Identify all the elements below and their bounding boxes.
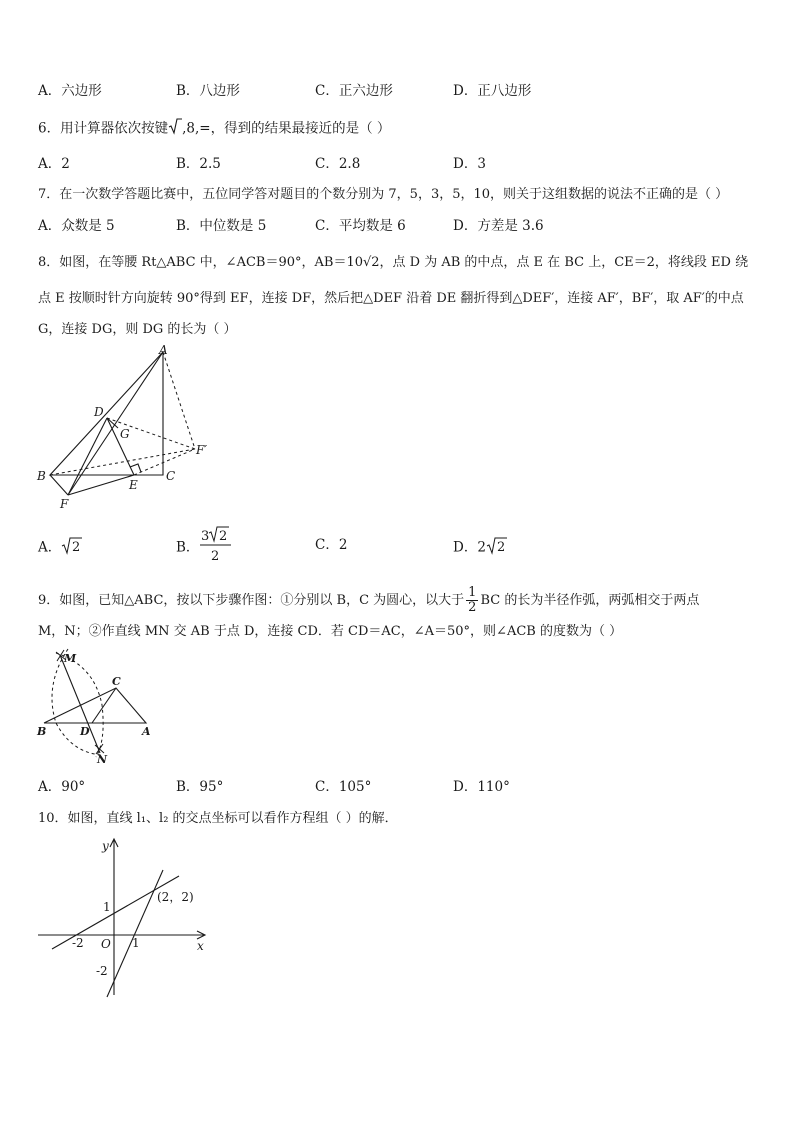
q6-text-before: 6．用计算器依次按键 (38, 120, 169, 137)
q10-label-y: y (102, 839, 109, 853)
q9-option-b[interactable]: B．95° (176, 779, 224, 795)
q9-label-a: A (142, 725, 151, 738)
svg-text:3: 3 (201, 529, 210, 544)
q6-option-c[interactable]: C．2.8 (315, 156, 361, 172)
q6-option-a[interactable]: A．2 (38, 156, 70, 172)
q9-fraction (466, 586, 478, 615)
q10-label-one-x: 1 (132, 936, 140, 950)
q6-option-b[interactable]: B．2.5 (176, 156, 221, 172)
q8-label-e: E (129, 478, 138, 492)
q8-segment-EFp (134, 449, 195, 475)
q8-label-b: B (37, 469, 46, 483)
q6-stem (38, 117, 390, 141)
q6-keys: ,8,= (182, 120, 211, 137)
q8-stem-line3: G，连接 DG，则 DG 的长为（ ） (38, 322, 237, 337)
q8-label-a: A (159, 343, 168, 357)
svg-text:2: 2 (219, 529, 228, 544)
q9-label-m: M (64, 652, 77, 665)
q5-option-a[interactable]: A．六边形 (38, 83, 102, 99)
q9-text-after: BC 的长为半径作弧，两弧相交于两点 (480, 593, 700, 608)
q7-option-d[interactable]: D．方差是 3.6 (453, 218, 544, 234)
q9-stem-line2: M，N；②作直线 MN 交 AB 于点 D，连接 CD．若 CD＝AC，∠A＝50°，则∠ACB 的度数为（ ） (38, 624, 623, 639)
q8-label-d: D (94, 405, 104, 419)
svg-text:2: 2 (72, 540, 81, 555)
svg-text:2: 2 (496, 540, 506, 555)
q8-segment-BF (50, 475, 68, 495)
q5-option-b[interactable]: B．八边形 (176, 83, 240, 99)
q9-label-n: N (97, 753, 108, 765)
q9-option-c[interactable]: C．105° (315, 779, 372, 795)
q7-option-b[interactable]: B．中位数是 5 (176, 218, 267, 234)
q8-segment-AFp (163, 352, 195, 449)
q8-option-c[interactable]: C．2 (315, 537, 348, 553)
q9-text-before: 9．如图，已知△ABC，按以下步骤作图：①分别以 B，C 为圆心，以大于 (38, 593, 465, 608)
q9-options (38, 777, 638, 797)
q8-option-d[interactable]: D．2 2 (453, 539, 506, 556)
q10-label-point: (2，2) (157, 890, 194, 904)
svg-text:2: 2 (211, 549, 220, 564)
q6-text-after: ，得到的结果最接近的是（ ） (210, 120, 391, 137)
q6-options (38, 154, 638, 174)
q5-options (38, 81, 638, 101)
q8-option-a[interactable]: A． 2 (38, 539, 81, 556)
q5-option-d[interactable]: D．正八边形 (453, 83, 532, 99)
q8-figure (30, 340, 220, 515)
q8-segment-ABC (50, 352, 163, 475)
q8-segment-DF (68, 418, 107, 495)
q9-option-d[interactable]: D．110° (453, 779, 510, 795)
q6-option-d[interactable]: D．3 (453, 156, 486, 172)
q9-fraction-den: 2 (468, 600, 477, 615)
q9-fraction-num: 1 (468, 585, 477, 600)
q8-segment-AF (68, 352, 163, 495)
q8-stem-line1: 8．如图，在等腰 Rt△ABC 中，∠ACB＝90°，AB＝10√2，点 D 为 AB 的中点，点 E 在 BC 上，CE＝2，将线段 ED 绕 (38, 255, 749, 270)
q7-option-a[interactable]: A．众数是 5 (38, 218, 115, 234)
q9-label-d: D (80, 725, 90, 738)
q9-line-MN (60, 655, 100, 753)
q7-options (38, 216, 638, 236)
q7-option-c[interactable]: C．平均数是 6 (315, 218, 406, 234)
q9-stem-line1 (38, 585, 700, 615)
q5-option-c[interactable]: C．正六边形 (315, 83, 393, 99)
q8-option-b[interactable]: B． 3 2 2 (176, 529, 228, 564)
q9-label-c: C (112, 675, 121, 688)
q8-label-f: F (60, 497, 69, 511)
q10-figure (34, 835, 219, 1000)
q9-option-a[interactable]: A．90° (38, 779, 86, 795)
q10-line-l2 (107, 870, 163, 997)
q10-label-neg2-y: -2 (96, 964, 108, 978)
q9-figure (34, 645, 164, 765)
q7-stem: 7．在一次数学答题比赛中，五位同学答对题目的个数分别为 7，5，3，5，10，则关于这组数据的说法不正确的是（ ） (38, 187, 729, 202)
q9-arc-from-b (56, 653, 103, 757)
q8-segment-EF (68, 475, 134, 495)
q10-label-neg2-x: -2 (72, 936, 84, 950)
q9-label-b: B (37, 725, 47, 738)
sqrt-key-icon (168, 117, 182, 141)
q10-stem: 10．如图，直线 l₁、l₂ 的交点坐标可以看作方程组（ ）的解． (38, 811, 398, 826)
q8-label-fprime: F′ (196, 443, 208, 457)
q8-options (38, 529, 638, 564)
q10-label-one-y: 1 (103, 900, 111, 914)
q8-stem-line2: 点 E 按顺时针方向旋转 90°得到 EF，连接 DF，然后把△DEF 沿着 DE 翻折得到△DEF′，连接 AF′，BF′，取 AF′的中点 (38, 291, 744, 306)
q10-label-x: x (197, 939, 204, 953)
q10-label-origin: O (101, 937, 111, 951)
q8-label-g: G (120, 427, 130, 441)
q8-label-c: C (166, 469, 176, 483)
